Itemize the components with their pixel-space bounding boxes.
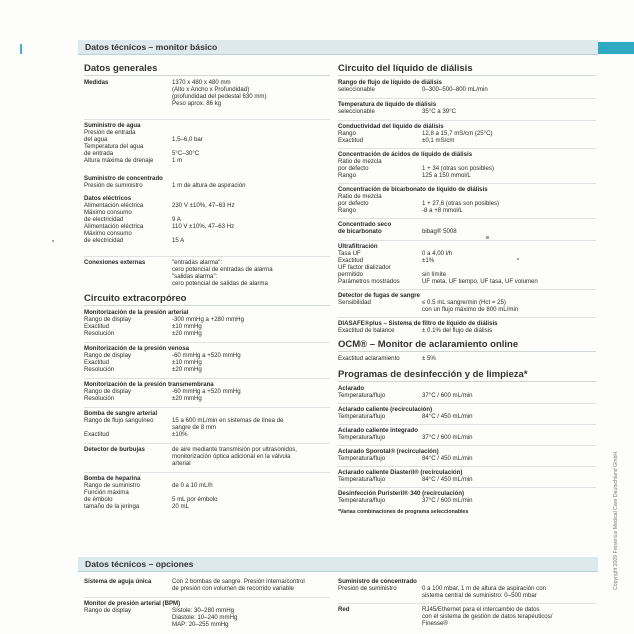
transmembrana-block — [84, 381, 330, 404]
label: Alimentación eléctrica — [84, 223, 144, 230]
burbujas-block — [84, 446, 330, 469]
divider — [338, 120, 596, 121]
value: de presión con volumen de recorrido variable — [172, 585, 294, 592]
divider — [84, 256, 330, 257]
value: 35°C a 39°C — [422, 108, 457, 115]
divider — [84, 342, 330, 343]
label: Exactitud aclaramiento — [338, 355, 400, 362]
heading-programas: Programas de desinfección y de limpieza* — [338, 369, 596, 382]
programa-aclarado — [338, 385, 596, 400]
value: 1 m — [172, 157, 183, 164]
right-column — [338, 63, 596, 515]
value: ±20 mmHg — [172, 366, 202, 373]
value: con el sistema de gestión de datos terapéuticos/ — [422, 613, 553, 620]
label: Exactitud — [338, 137, 364, 144]
divider — [84, 443, 330, 444]
value: cero potencial de salidas de alarma — [172, 280, 268, 287]
label: Exactitud — [338, 257, 364, 264]
label: Exactitud de balance — [338, 327, 395, 334]
divider — [84, 378, 330, 379]
value: 15 A — [172, 237, 185, 244]
concentrado-block — [84, 175, 330, 192]
copyright-notice: Copyright 2009 Fresenius Medical Care Deutschland GmbH — [613, 451, 619, 590]
value: 84°C / 450 mL/min — [422, 455, 473, 462]
divider — [338, 403, 596, 404]
value: ±20 mmHg — [172, 395, 202, 402]
value: "entradas alarma": — [172, 259, 223, 266]
value: ±10 mmHg — [172, 323, 202, 330]
section-title: Datos técnicos – opciones — [85, 559, 194, 569]
programa-aclarado-caliente — [338, 406, 596, 421]
divider — [84, 407, 330, 408]
label: Máximo consumo — [84, 230, 132, 237]
label: Resolución — [84, 366, 115, 373]
value: 125 a 150 mmol/L — [422, 172, 471, 179]
heparina-block — [84, 475, 330, 512]
label: Temperatura/flujo — [338, 434, 386, 441]
concentrado-seco-block — [338, 221, 596, 237]
value: sistema central de suministro: 0–500 mbar — [422, 592, 537, 599]
label: Rango de display — [84, 316, 132, 323]
value: 230 V ±10%, 47–63 Hz — [172, 202, 235, 209]
diasafe-block — [338, 320, 596, 336]
ultrafiltracion-block — [338, 243, 596, 286]
agua-block — [84, 122, 330, 172]
programa-caliente-integrado — [338, 427, 596, 442]
subheading: Bomba de heparina — [84, 475, 141, 482]
subheading: Bomba de sangre arterial — [84, 410, 158, 417]
divider — [84, 119, 330, 120]
value: -60 mmHg a +520 mmHg — [172, 352, 241, 359]
value: Sístole: 30–280 mmHg — [172, 607, 234, 614]
label: Resolución — [84, 395, 115, 402]
value: con un flujo máximo de 800 mL/min — [422, 306, 519, 313]
value: de aire mediante transmisión por ultrasonidos, — [172, 446, 297, 453]
red-block — [338, 606, 596, 628]
label: Presión de suministro — [338, 585, 397, 592]
value: bibag® 5008 — [422, 228, 457, 235]
value: 37°C / 600 mL/min — [422, 497, 473, 504]
subheading: Monitor de presión arterial (BPM) — [84, 600, 181, 607]
value: RJ45/Ethernet para el intercambio de datos — [422, 606, 540, 613]
label: Conexiones externas — [84, 259, 146, 266]
value: ±0,1 mS/cm — [422, 137, 455, 144]
label: del agua — [84, 136, 108, 143]
value: 1 + 34 (otras son posibles) — [422, 165, 494, 172]
label: Resolución — [84, 330, 115, 337]
label: UF factor dializador — [338, 264, 391, 271]
label: Tasa UF — [338, 250, 361, 257]
label: Detector de burbujas — [84, 446, 145, 453]
divider — [338, 487, 596, 488]
rango-flujo-block — [338, 79, 596, 95]
subheading: Monitorización de la presión venosa — [84, 345, 189, 352]
left-column — [84, 63, 330, 515]
value: 0 a 4,00 l/h — [422, 250, 453, 257]
divider — [338, 424, 596, 425]
bpm-block — [84, 600, 330, 630]
value: UF meta, UF tiempo, UF tasa, UF volumen — [422, 278, 538, 285]
divider — [84, 597, 330, 598]
value: 37°C / 600 mL/min — [422, 434, 473, 441]
electricos-block — [84, 195, 330, 253]
label: Función máxima — [84, 489, 129, 496]
subheading: Suministro de agua — [84, 122, 141, 129]
subheading: DIASAFE®plus – Sistema de filtro de líquido de diálisis — [338, 320, 498, 327]
subheading: Conductividad del líquido de diálisis — [338, 123, 444, 130]
value: ± 0.1% del flujo de diálisis — [422, 327, 493, 334]
divider — [338, 148, 596, 149]
value: 110 V ±10%, 47–63 Hz — [172, 223, 235, 230]
value: sin límite — [422, 271, 447, 278]
value: ±10% — [172, 431, 188, 438]
speck — [52, 240, 54, 242]
value: 12,8 a 15,7 mS/cm (25°C) — [422, 130, 493, 137]
footnote: *Varias combinaciones de programa seleccionables — [338, 509, 469, 515]
value: cero potencial de entradas de alarma — [172, 266, 273, 273]
medidas-block — [84, 79, 330, 116]
value: monitorización óptica adicional en la válvula — [172, 453, 291, 460]
temperatura-block — [338, 101, 596, 117]
label: Rango — [338, 207, 356, 214]
heading-circuito-dialisis: Circuito del líquido de diálisis — [338, 63, 596, 76]
label: por defecto — [338, 200, 369, 207]
programa-puristeril — [338, 490, 596, 505]
value: (Alto x Ancho x Profundidad) — [172, 86, 250, 93]
options-right — [338, 578, 596, 631]
conductividad-block — [338, 123, 596, 145]
section-header-options — [78, 557, 598, 572]
acidos-block — [338, 151, 596, 180]
section-header-basic — [78, 40, 598, 55]
ocm-block — [338, 355, 596, 366]
value: ±1% — [422, 257, 435, 264]
label: de electricidad — [84, 216, 124, 223]
programa-diasteril — [338, 469, 596, 484]
value: 1370 x 480 x 480 mm — [172, 79, 231, 86]
label: Ratio de mezcla — [338, 158, 382, 165]
subheading: Aclarado caliente Diasteril® (recirculación) — [338, 469, 463, 476]
label: Sensibilidad — [338, 299, 371, 306]
value: 37°C / 600 mL/min — [422, 392, 473, 399]
divider — [338, 240, 596, 241]
subheading: Ultrafiltración — [338, 243, 378, 250]
label: Alimentación eléctrica — [84, 202, 144, 209]
label: Rango de suministro — [84, 482, 140, 489]
label: de electricidad — [84, 237, 124, 244]
divider — [338, 98, 596, 99]
label: permitido — [338, 271, 364, 278]
subheading: Monitorización de la presión arterial — [84, 309, 189, 316]
value: 9 A — [172, 216, 181, 223]
divider — [84, 472, 330, 473]
subheading: Rango de flujo de líquido de diálisis — [338, 79, 442, 86]
value: 15 a 600 mL/min en sistemas de línea de — [172, 417, 284, 424]
bomba-sangre-block — [84, 410, 330, 440]
label: Altura máxima de drenaje — [84, 157, 154, 164]
subheading: Aclarado caliente (recirculación) — [338, 406, 433, 413]
value: -60 mmHg a +520 mmHg — [172, 388, 241, 395]
value: 1 m de altura de aspiración — [172, 182, 246, 189]
label: Temperatura/flujo — [338, 455, 386, 462]
value: Con 2 bombas de sangre. Presión interna/control — [172, 578, 305, 585]
divider — [338, 466, 596, 467]
subheading: Datos eléctricos — [84, 195, 132, 202]
value: 5°C–30°C — [172, 150, 200, 157]
label: seleccionable — [338, 86, 375, 93]
subheading: Concentración de bicarbonato de líquido de diálisis — [338, 186, 488, 193]
label: Presión de suministro — [84, 182, 143, 189]
value: Peso aprox. 86 kg — [172, 100, 222, 107]
value: 0–300–500–800 mL/min — [422, 86, 488, 93]
label: Temperatura/flujo — [338, 392, 386, 399]
subheading: Monitorización de la presión transmembrana — [84, 381, 214, 388]
value: arterial — [172, 460, 191, 467]
heading-ocm: OCM® – Monitor de aclaramiento online — [338, 339, 596, 352]
margin-marker — [20, 44, 22, 54]
divider — [338, 183, 596, 184]
value: Finesse® — [422, 620, 448, 627]
label: tamaño de la jeringa — [84, 503, 140, 510]
label: Rango de display — [84, 352, 132, 359]
label: por defecto — [338, 165, 369, 172]
label: Temperatura/flujo — [338, 413, 386, 420]
value: ±20 mmHg — [172, 330, 202, 337]
heading-circuito-extracorporeo: Circuito extracorpóreo — [84, 293, 330, 306]
label: Temperatura/flujo — [338, 497, 386, 504]
label: Presión de entrada — [84, 129, 136, 136]
subheading: Aclarado — [338, 385, 365, 392]
label: Red — [338, 606, 350, 613]
value: MAP: 20–255 mmHg — [172, 621, 229, 628]
fugas-block — [338, 292, 596, 314]
label: Rango de display — [84, 388, 132, 395]
divider — [338, 603, 596, 604]
value: ± 5% — [422, 355, 436, 362]
conexiones-block — [84, 259, 330, 289]
section-title: Datos técnicos – monitor básico — [85, 42, 218, 52]
divider — [338, 445, 596, 446]
value: 84°C / 450 mL/min — [422, 476, 473, 483]
label: de bicarbonato — [338, 228, 382, 235]
value: -300 mmHg a +280 mmHg — [172, 316, 244, 323]
venosa-block — [84, 345, 330, 375]
divider — [338, 289, 596, 290]
divider — [338, 218, 596, 219]
options-left — [84, 578, 330, 633]
aguja-unica-block — [84, 578, 330, 594]
value: 1,5–6,0 bar — [172, 136, 203, 143]
value: -8 a +8 mmol/L — [422, 207, 463, 214]
label: Temperatura del agua — [84, 143, 144, 150]
label: Rango — [338, 130, 356, 137]
label: Rango de flujo sanguíneo — [84, 417, 154, 424]
label: seleccionable — [338, 108, 375, 115]
subheading: Concentrado seco — [338, 221, 392, 228]
label: Rango — [338, 172, 356, 179]
accent-tab — [596, 42, 634, 54]
label: Temperatura/flujo — [338, 476, 386, 483]
divider — [338, 317, 596, 318]
label: Ratio de mezcla — [338, 193, 382, 200]
label: Medidas — [84, 79, 109, 86]
subheading: Detector de fugas de sangre — [338, 292, 420, 299]
subheading: Aclarado Sporotal® (recirculación) — [338, 448, 439, 455]
value: 1 + 27,6 (otras son posibles) — [422, 200, 500, 207]
value: (profundidad del pedestal 630 mm) — [172, 93, 267, 100]
value: 0 a 100 mbar, 1 m de altura de aspiración con — [422, 585, 546, 592]
subheading: Concentración de ácidos de líquido de diálisis — [338, 151, 473, 158]
subheading: Suministro de concentrado — [84, 175, 163, 182]
value: ≤ 0.5 mL sangre/min (Hct = 25) — [422, 299, 506, 306]
subheading: Suministro de concentrado — [338, 578, 417, 585]
label: Máximo consumo — [84, 209, 132, 216]
heading-datos-generales: Datos generales — [84, 63, 330, 76]
value: sangre de 8 mm — [172, 424, 217, 431]
label: Sistema de aguja única — [84, 578, 152, 585]
value: 5 mL por émbolo — [172, 496, 218, 503]
label: Rango de display — [84, 607, 132, 614]
subheading: Desinfección Puristeril® 340 (recirculación) — [338, 490, 465, 497]
subheading: Aclarado caliente integrado — [338, 427, 418, 434]
label: Parámetros mostrados — [338, 278, 400, 285]
value: Diástole: 10–240 mmHg — [172, 614, 238, 621]
value: 20 mL — [172, 503, 189, 510]
value: de 0 a 10 mL/h — [172, 482, 213, 489]
value: ±10 mmHg — [172, 359, 202, 366]
suministro-concentrado-option — [338, 578, 596, 600]
label: de entrada — [84, 150, 114, 157]
value: 84°C / 450 mL/min — [422, 413, 473, 420]
label: de émbolo — [84, 496, 113, 503]
label: Exactitud — [84, 359, 110, 366]
arterial-block — [84, 309, 330, 339]
subheading: Temperatura de líquido de diálisis — [338, 101, 437, 108]
label: Exactitud — [84, 323, 110, 330]
value: "salidas alarma": — [172, 273, 218, 280]
label: Exactitud — [84, 431, 110, 438]
programa-sporotal — [338, 448, 596, 463]
bicarbonato-block — [338, 186, 596, 215]
